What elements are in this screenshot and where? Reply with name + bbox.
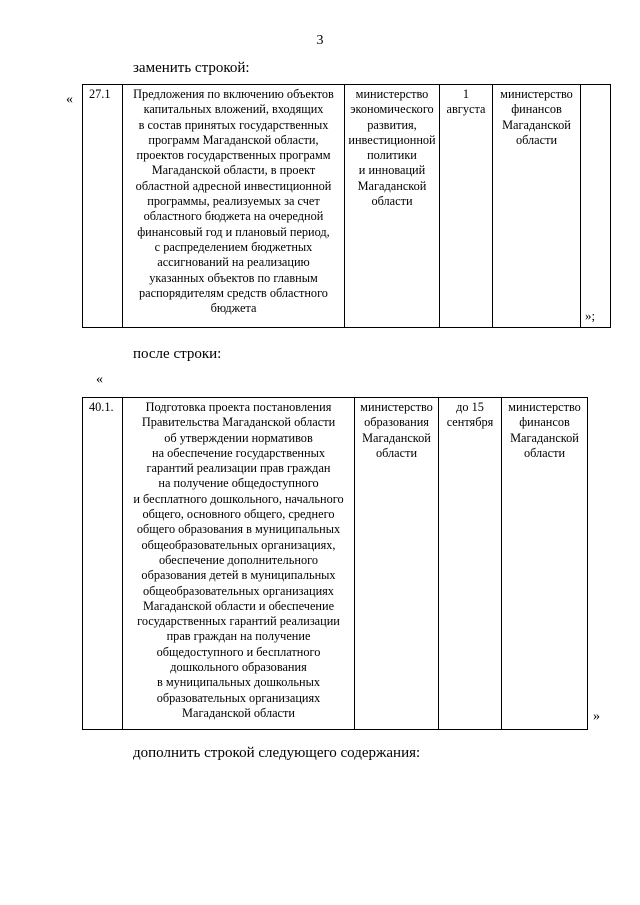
instruction-replace: заменить строкой: xyxy=(133,60,250,76)
row-number-cell: 27.1 xyxy=(83,85,123,328)
table-row xyxy=(83,398,588,730)
close-quote-cell: »; xyxy=(581,85,611,328)
recipient-cell: министерство финансов Магаданской области xyxy=(502,398,588,730)
executor-cell: министерство экономического развития, инвестиционной политики и инноваций Магаданской области xyxy=(345,85,440,328)
deadline-cell: до 15 сентября xyxy=(439,398,502,730)
row-number-cell: 40.1. xyxy=(83,398,123,730)
close-quote-2: » xyxy=(593,709,600,724)
open-quote-1: « xyxy=(66,92,73,107)
deadline-cell: 1 августа xyxy=(440,85,493,328)
instruction-after-row: после строки: xyxy=(133,346,222,362)
after-row-table xyxy=(82,397,588,730)
open-quote-2: « xyxy=(96,372,103,387)
task-description-cell: Предложения по включению объектов капитальных вложений, входящих в состав принятых государственных программ Магаданской области, проектов государственных программ Магаданской области, в проект областной адресной инвестиционной программы, реализуемых за счет областного бюджета на очередной финансовый год и плановый период, с распределением бюджетных ассигнований на реализацию указанных объектов по главным распорядителям средств областного бюджета xyxy=(123,85,345,328)
instruction-add-row: дополнить строкой следующего содержания: xyxy=(133,745,421,761)
recipient-cell: министерство финансов Магаданской области xyxy=(493,85,581,328)
page-number: 3 xyxy=(316,33,324,48)
executor-cell: министерство образования Магаданской области xyxy=(355,398,439,730)
task-description-cell: Подготовка проекта постановления Правительства Магаданской области об утверждении нормативов на обеспечение государственных гарантий реализации прав граждан на получение общедоступного и бесплатного дошкольного, начального общего, основного общего, среднего общего образования в муниципальных общеобразовательных организациях, обеспечение дополнительного образования детей в муниципальных общеобразовательных организациях Магаданской области и обеспечение государственных гарантий реализации прав граждан на получение общедоступного и бесплатного дошкольного образования в муниципальных дошкольных образовательных организациях Магаданской области xyxy=(123,398,355,730)
table-row xyxy=(83,85,611,328)
replacement-row-table xyxy=(82,84,611,328)
